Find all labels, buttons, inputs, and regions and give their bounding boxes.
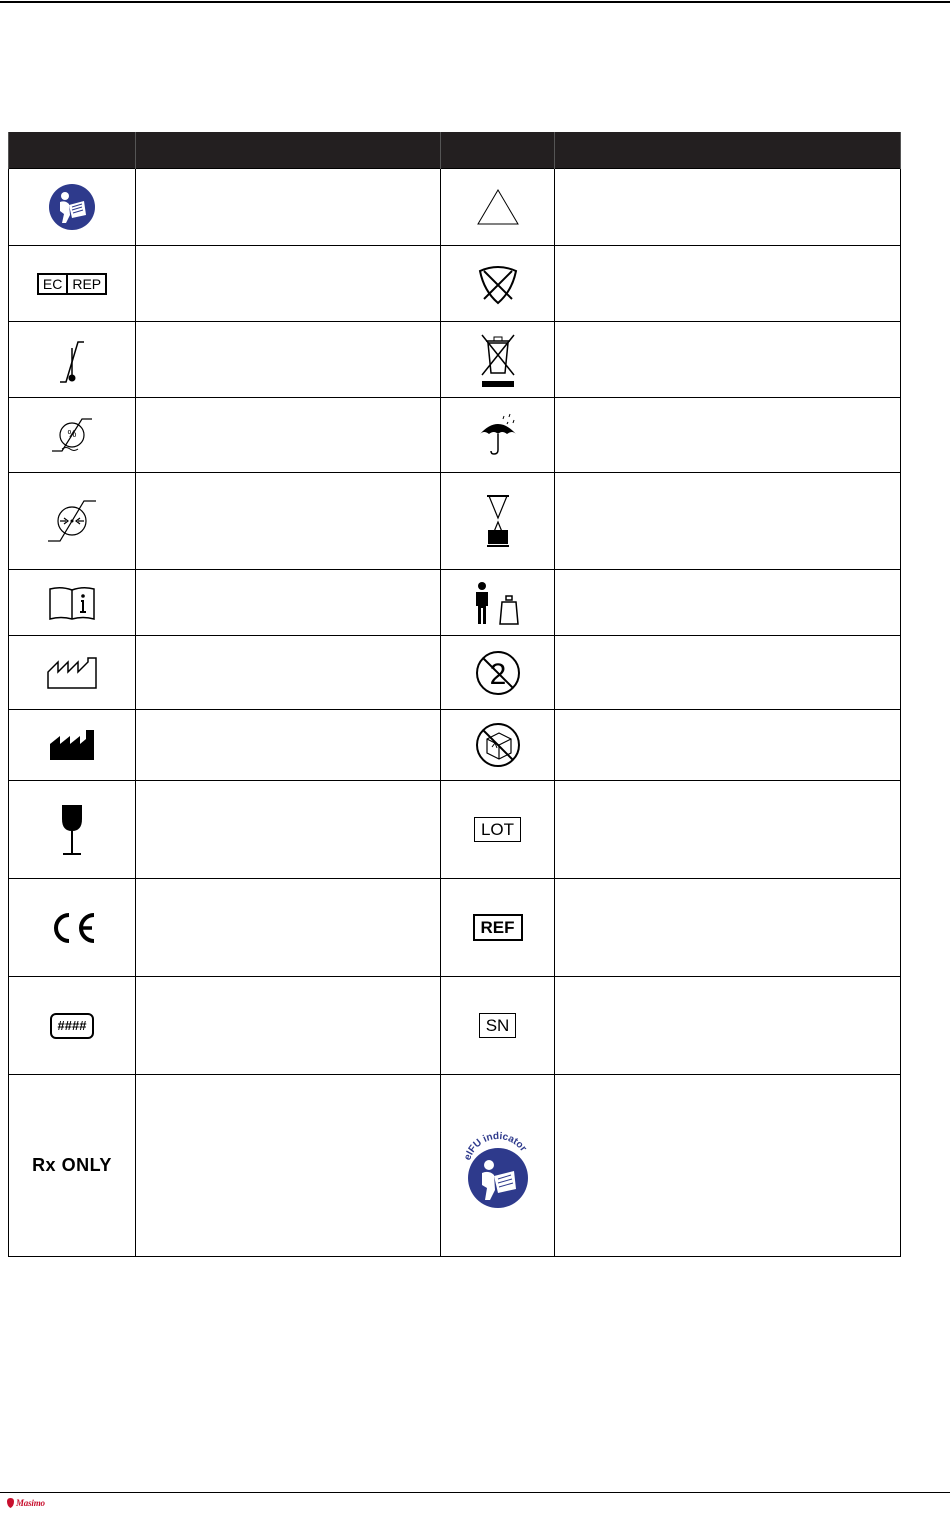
symbol-cell	[441, 322, 555, 398]
table-row	[9, 398, 901, 473]
masimo-logo-text: Masimo	[16, 1498, 45, 1508]
description-cell	[555, 1075, 901, 1257]
do-not-use-if-damaged-icon	[473, 721, 523, 769]
svg-text:eIFU indicator: eIFU indicator	[461, 1130, 529, 1162]
header-description-1	[136, 132, 441, 169]
description-cell	[136, 570, 441, 636]
symbol-cell	[9, 246, 136, 322]
description-cell	[136, 322, 441, 398]
symbol-cell	[441, 710, 555, 781]
symbol-cell	[441, 636, 555, 710]
ce-mark-icon	[47, 912, 97, 944]
catalog-number-icon: REF	[473, 914, 523, 941]
symbol-cell	[441, 570, 555, 636]
symbol-cell	[441, 977, 555, 1075]
symbol-cell	[9, 322, 136, 398]
description-cell	[555, 246, 901, 322]
description-cell	[555, 322, 901, 398]
symbol-cell	[9, 473, 136, 570]
description-cell	[136, 636, 441, 710]
svg-text:%: %	[67, 429, 77, 440]
table-row	[9, 636, 901, 710]
symbol-cell	[9, 781, 136, 879]
svg-text:2: 2	[489, 657, 506, 691]
description-cell	[136, 169, 441, 246]
description-cell	[555, 710, 901, 781]
masimo-logo-mark	[6, 1497, 15, 1509]
table-row	[9, 710, 901, 781]
table-row	[9, 879, 901, 977]
footer-rule	[0, 1492, 950, 1493]
table-row	[9, 169, 901, 246]
caution-triangle-icon	[476, 188, 520, 226]
description-cell	[555, 636, 901, 710]
symbol-cell	[441, 246, 555, 322]
date-of-manufacture-icon	[46, 656, 98, 690]
symbol-cell	[441, 1075, 555, 1257]
table-header-row	[9, 132, 901, 169]
symbol-cell	[9, 879, 136, 977]
symbol-cell	[9, 169, 136, 246]
serial-number-icon: SN	[479, 1013, 517, 1038]
symbol-cell	[9, 398, 136, 473]
description-cell	[136, 879, 441, 977]
description-cell	[555, 473, 901, 570]
humidity-limit-icon	[48, 411, 96, 459]
symbol-cell	[441, 879, 555, 977]
lot-code-icon: LOT	[474, 817, 521, 842]
description-cell	[136, 710, 441, 781]
symbol-cell	[9, 636, 136, 710]
description-cell	[136, 398, 441, 473]
symbol-cell	[441, 169, 555, 246]
fragile-icon	[57, 803, 87, 857]
symbol-cell	[9, 570, 136, 636]
table-row	[9, 473, 901, 570]
description-cell	[555, 879, 901, 977]
description-cell	[136, 781, 441, 879]
symbol-cell	[441, 781, 555, 879]
symbol-cell	[9, 977, 136, 1075]
symbols-table	[8, 132, 901, 1257]
efu-indicator-icon	[459, 1120, 537, 1212]
description-cell	[136, 1075, 441, 1257]
table-row	[9, 246, 901, 322]
header-symbol-1	[9, 132, 136, 169]
description-cell	[555, 169, 901, 246]
follow-instructions-icon	[48, 183, 96, 231]
table-row	[9, 977, 901, 1075]
no-latex-icon	[476, 263, 520, 305]
do-not-reuse-icon	[474, 649, 522, 697]
symbol-cell	[9, 1075, 136, 1257]
symbol-cell	[441, 473, 555, 570]
header-symbol-2	[441, 132, 555, 169]
description-cell	[136, 246, 441, 322]
weee-disposal-icon	[476, 331, 520, 389]
consult-instructions-icon	[47, 585, 97, 621]
rx-only-icon: Rx ONLY	[32, 1155, 112, 1175]
table-row	[9, 1075, 901, 1257]
top-rule	[0, 1, 950, 3]
masimo-logo	[6, 1496, 45, 1510]
description-cell	[555, 398, 901, 473]
table-row	[9, 781, 901, 879]
description-cell	[136, 977, 441, 1075]
model-number-icon: ####	[50, 1013, 95, 1039]
description-cell	[555, 977, 901, 1075]
ec-rep-icon: EC REP	[37, 273, 107, 295]
description-cell	[136, 473, 441, 570]
temperature-limit-icon	[52, 332, 92, 388]
atmospheric-pressure-icon	[46, 495, 98, 547]
symbol-cell	[441, 398, 555, 473]
header-description-2	[555, 132, 901, 169]
patient-weight-icon	[468, 580, 528, 626]
table-row	[9, 322, 901, 398]
symbol-cell	[9, 710, 136, 781]
use-by-date-icon	[483, 494, 513, 548]
description-cell	[555, 570, 901, 636]
keep-dry-icon	[476, 412, 520, 458]
manufacturer-icon	[48, 728, 96, 762]
description-cell	[555, 781, 901, 879]
table-row	[9, 570, 901, 636]
